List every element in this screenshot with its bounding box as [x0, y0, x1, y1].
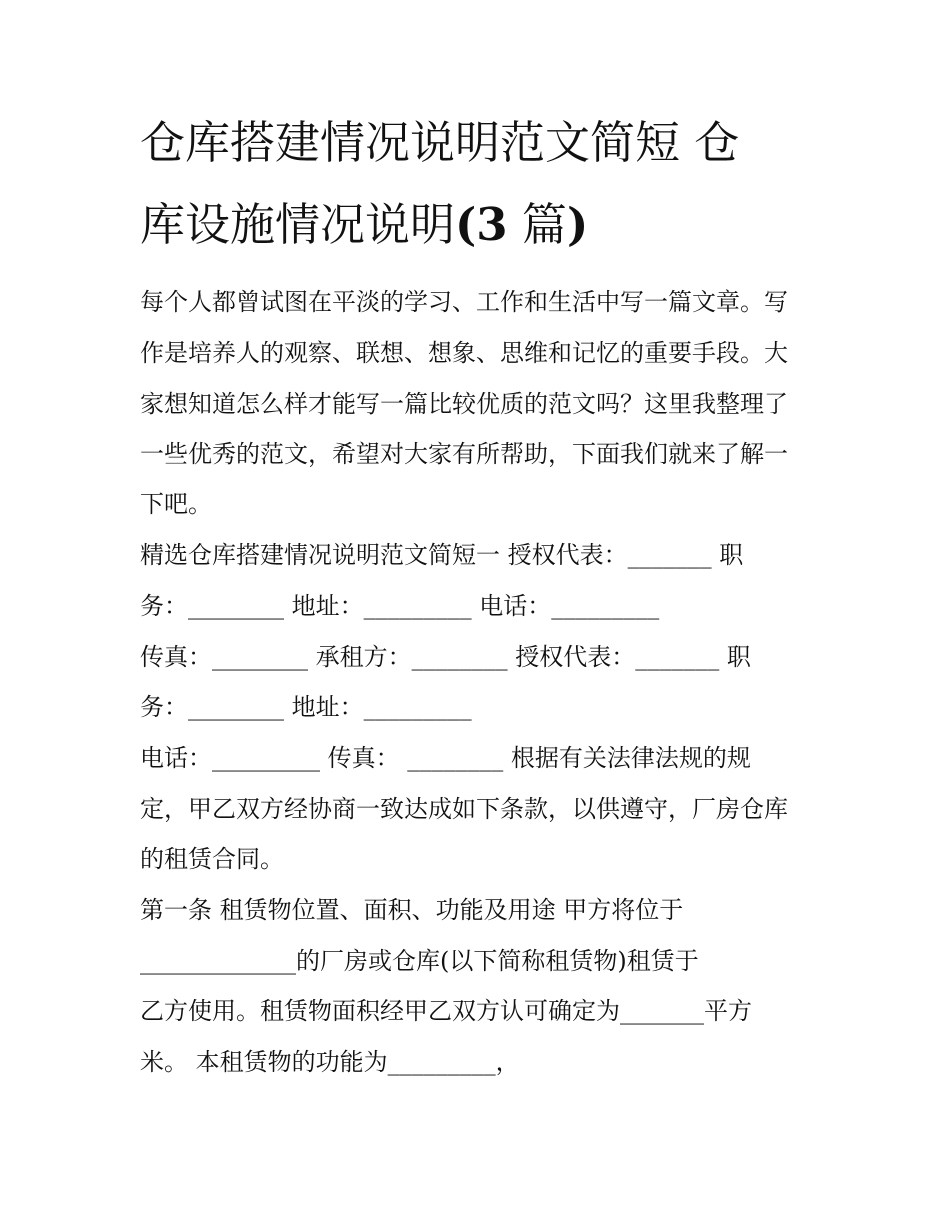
document-title-line-1: 仓库搭建情况说明范文简短 仓 — [140, 116, 740, 169]
text-line: _____________的厂房或仓库(以下简称租赁物)租赁于 — [140, 947, 699, 975]
text-line: 第一条 租赁物位置、面积、功能及用途 甲方将位于 — [140, 896, 684, 924]
text-line: 务：________ 地址：_________ — [140, 693, 472, 721]
text-line: 作是培养人的观察、联想、想象、思维和记忆的重要手段。大 — [140, 339, 788, 367]
text-line: 传真：________ 承租方：________ 授权代表：_______ 职 — [140, 643, 751, 671]
text-line: 下吧。 — [140, 490, 212, 518]
text-line: 定，甲乙双方经协商一致达成如下条款，以供遵守，厂房仓库 — [140, 795, 788, 823]
text-line: 一些优秀的范文，希望对大家有所帮助，下面我们就来了解一 — [140, 440, 788, 468]
title-unit: 篇 — [507, 198, 567, 251]
text-line: 每个人都曾试图在平淡的学习、工作和生活中写一篇文章。写 — [140, 288, 788, 316]
text-line: 的租赁合同。 — [140, 845, 284, 873]
text-line: 乙方使用。租赁物面积经甲乙双方认可确定为_______平方 — [140, 997, 752, 1025]
document-title-line-2 — [140, 198, 588, 252]
title-close-paren: ) — [566, 198, 589, 251]
text-line: 电话：_________ 传真： ________ 根据有关法律法规的规 — [140, 744, 751, 772]
text-line: 家想知道怎么样才能写一篇比较优质的范文吗？这里我整理了 — [140, 390, 788, 418]
text-line: 精选仓库搭建情况说明范文简短一 授权代表：_______ 职 — [140, 541, 744, 569]
text-line: 务：________ 地址：_________ 电话：_________ — [140, 592, 660, 620]
title-text: 库设施情况说明 — [140, 198, 456, 251]
title-count: (3 — [455, 198, 508, 251]
text-line: 米。 本租赁物的功能为_________， — [140, 1048, 520, 1076]
